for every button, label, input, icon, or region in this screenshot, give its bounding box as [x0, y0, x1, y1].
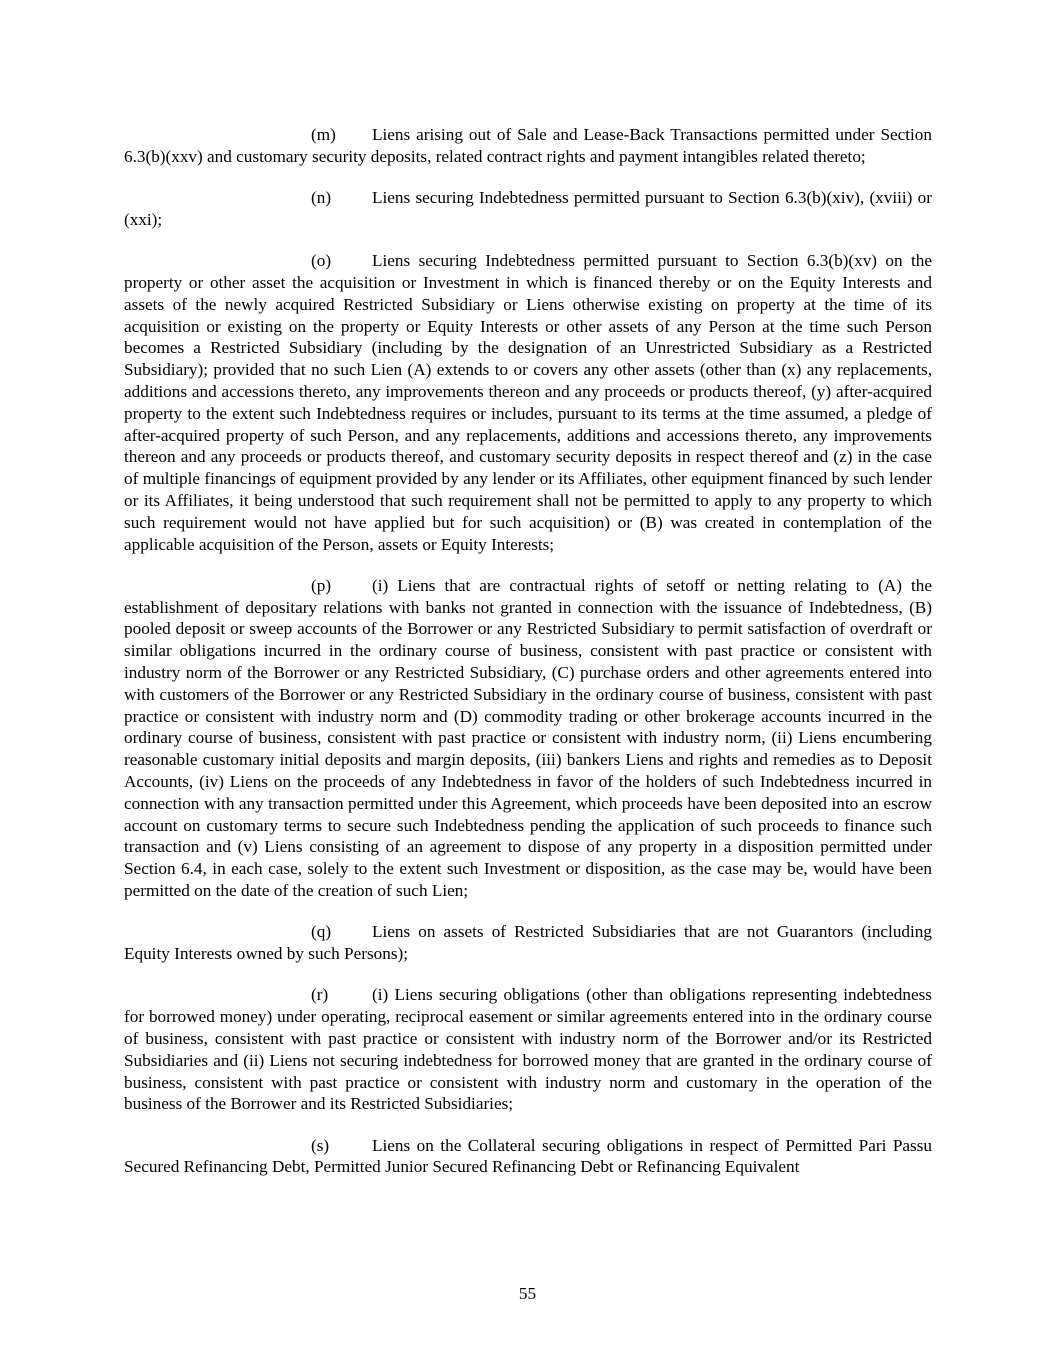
- clause-text: Liens on the Collateral securing obligations in respect of Permitted Pari Passu Secured Refinancing Debt, Permitted Junior Secured Refinancing Debt or Refinancing Equivalent: [124, 1135, 932, 1177]
- clause-label: (s): [311, 1135, 330, 1155]
- clause-label: (m): [311, 125, 336, 144]
- clause-text: Liens securing Indebtedness permitted pursuant to Section 6.3(b)(xiv), (xviii) or (xxi);: [124, 188, 932, 229]
- document-page: [124, 124, 932, 1198]
- clause-text: Liens arising out of Sale and Lease-Back Transactions permitted under Section 6.3(b)(xxv) and customary security deposits, related contract rights and payment intangibles related thereto;: [124, 125, 932, 166]
- clause-n: [124, 187, 932, 231]
- clause-text: (i) Liens that are contractual rights of setoff or netting relating to (A) the establishment of depositary relations with banks not granted in connection with the issuance of Indebtedness, (B) pooled deposit or sweep accounts of the Borrower or any Restricted Subsidiary to permit satisfaction of overdraft or similar obligations incurred in the ordinary course of business, consistent with past practice or consistent with industry norm of the Borrower or any Restricted Subsidiary, (C) purchase orders and other agreements entered into with customers of the Borrower or any Restricted Subsidiary in the ordinary course of business, consistent with past practice or consistent with industry norm and (D) commodity trading or other brokerage accounts incurred in the ordinary course of business, consistent with past practice or consistent with industry norm, (ii) Liens encumbering reasonable customary initial deposits and margin deposits, (iii) bankers Liens and rights and remedies as to Deposit Accounts, (iv) Liens on the proceeds of any Indebtedness in favor of the holders of such Indebtedness incurred in connection with any transaction permitted under this Agreement, which proceeds have been deposited into an escrow account on customary terms to secure such Indebtedness pending the application of such proceeds to finance such transaction and (v) Liens consisting of an agreement to dispose of any property in a disposition permitted under Section 6.4, in each case, solely to the extent such Investment or disposition, as the case may be, would have been permitted on the date of the creation of such Lien;: [124, 575, 932, 900]
- clause-label: (r): [311, 985, 329, 1005]
- clause-label: (o): [311, 251, 332, 271]
- clause-label: (p): [311, 575, 332, 595]
- clause-text: Liens securing Indebtedness permitted pursuant to Section 6.3(b)(xv) on the property or other asset the acquisition or Investment in which is financed thereby or on the Equity Interests and assets of the newly acquired Restricted Subsidiary or Liens otherwise existing on property at the time of its acquisition or existing on the property or Equity Interests or other assets of any Person at the time such Person becomes a Restricted Subsidiary (including by the designation of an Unrestricted Subsidiary as a Restricted Subsidiary); provided that no such Lien (A) extends to or covers any other assets (other than (x) any replacements, additions and accessions thereto, any improvements thereon and any proceeds or products thereof, (y) after-acquired property to the extent such Indebtedness requires or includes, pursuant to its terms at the time assumed, a pledge of after-acquired property of such Person, and any replacements, additions and accessions thereto, any improvements thereon and any proceeds or products thereof, and customary security deposits in respect thereof and (z) in the case of multiple financings of equipment provided by any lender or its Affiliates, other equipment financed by such lender or its Affiliates, it being understood that such requirement shall not be permitted to apply to any property to which such requirement would not have applied but for such acquisition) or (B) was created in contemplation of the applicable acquisition of the Person, assets or Equity Interests;: [124, 251, 932, 554]
- clause-m: [124, 124, 932, 168]
- clause-o: [124, 250, 932, 555]
- clause-p: [124, 575, 932, 902]
- clause-text: Liens on assets of Restricted Subsidiaries that are not Guarantors (including Equity Interests owned by such Persons);: [124, 922, 932, 964]
- clause-r: [124, 984, 932, 1115]
- clause-text: (i) Liens securing obligations (other than obligations representing indebtedness for borrowed money) under operating, reciprocal easement or similar agreements entered into in the ordinary course of business, consistent with past practice or consistent with industry norm of the Borrower and/or its Restricted Subsidiaries and (ii) Liens not securing indebtedness for borrowed money that are granted in the ordinary course of business, consistent with past practice or consistent with industry norm and customary in the operation of the business of the Borrower and its Restricted Subsidiaries;: [124, 985, 932, 1114]
- clause-label: (q): [311, 922, 332, 942]
- clause-s: [124, 1135, 932, 1179]
- clause-q: [124, 921, 932, 965]
- clause-label: (n): [311, 188, 332, 208]
- page-number: 55: [518, 1284, 537, 1303]
